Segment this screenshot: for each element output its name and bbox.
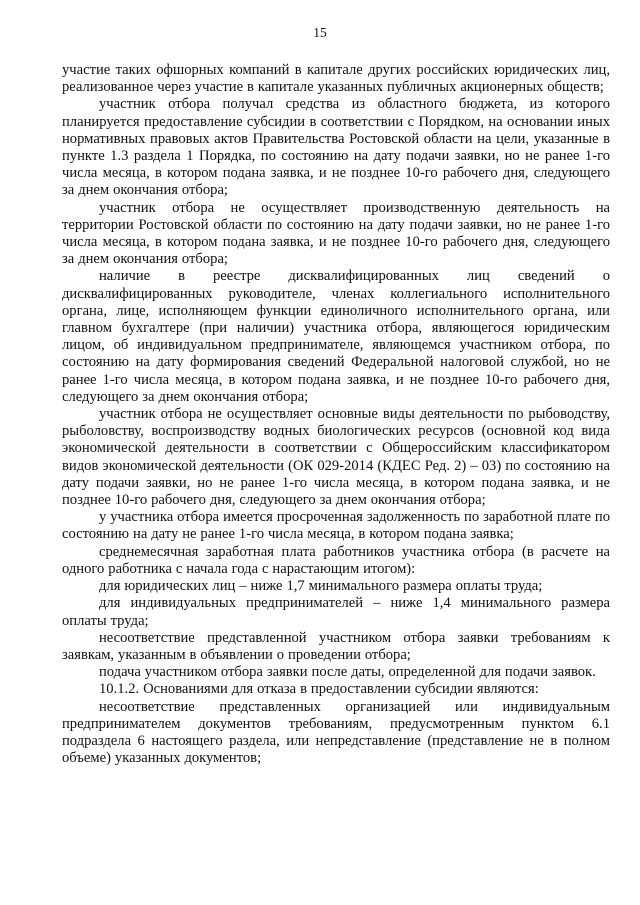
paragraph-offshore-participation: участие таких офшорных компаний в капитале других российских юридических лиц, реализованное через участие в капитале указанных публичных акционерных обществ; — [62, 62, 610, 96]
paragraph-refusal-grounds-heading: 10.1.2. Основаниями для отказа в предоставлении субсидии являются: — [99, 681, 539, 698]
paragraph-average-monthly-wage: среднемесячная заработная плата работников участника отбора (в расчете на одного работника с начала года с нарастающим итогом): — [62, 543, 610, 577]
paragraph-no-production-activity: участник отбора не осуществляет производственную деятельность на территории Ростовской области по состоянию на дату подачи заявки, но не ранее 1-го числа месяца, в котором подана заявка, и не позднее 10-го рабочего дня, следующего за днем окончания отбора; — [62, 199, 610, 268]
paragraph-late-submission: подача участником отбора заявки после даты, определенной для подачи заявок. — [99, 664, 596, 681]
paragraph-application-nonconformity: несоответствие представленной участником отбора заявки требованиям к заявкам, указанным в объявлении о проведении отбора; — [62, 629, 610, 663]
paragraph-legal-entities-wage: для юридических лиц – ниже 1,7 минимального размера оплаты труда; — [99, 578, 543, 595]
paragraph-regional-budget-funds: участник отбора получал средства из областного бюджета, из которого планируется предоставление субсидии в соответствии с Порядком, на основании иных нормативных правовых актов Правительства Ростовской области на цели, указанные в пункте 1.3 раздела 1 Порядка, по состоянию на дату подачи заявки, но не ранее 1-го числа месяца, в котором подана заявка, и не позднее 10-го рабочего дня, следующего за днем окончания отбора; — [62, 96, 610, 199]
paragraph-document-nonconformity: несоответствие представленных организацией или индивидуальным предпринимателем документов требованиям, предусмотренным пунктом 6.1 подраздела 6 настоящего раздела, или непредставление (представление не в полном объеме) указанных документов; — [62, 698, 610, 767]
paragraph-fishery-activity: участник отбора не осуществляет основные виды деятельности по рыбоводству, рыболовству, воспроизводству водных биологических ресурсов (основной код вида экономической деятельности в соответствии с Общероссийским классификатором видов экономической деятельности (ОК 029-2014 (КДЕС Ред. 2) – 03) по состоянию на дату подачи заявки, но не ранее 1-го числа месяца, в котором подана заявка, и не позднее 10-го рабочего дня, следующего за днем окончания отбора; — [62, 406, 610, 509]
paragraph-wage-arrears: у участника отбора имеется просроченная задолженность по заработной плате по состоянию на дату не ранее 1-го числа месяца, в котором подана заявка; — [62, 509, 610, 543]
paragraph-entrepreneurs-wage: для индивидуальных предпринимателей – ниже 1,4 минимального размера оплаты труда; — [62, 595, 610, 629]
paragraph-disqualified-persons-registry: наличие в реестре дисквалифицированных лиц сведений о дисквалифицированных руководителе, членах коллегиального исполнительного органа, лице, исполняющем функции единоличного исполнительного органа, или главном бухгалтере (при наличии) участника отбора, являющегося юридическим лицом, об индивидуальном предпринимателе, являющемся участником отбора, по состоянию на дату формирования сведений Федеральной налоговой службой, но не ранее 1-го числа месяца, в котором подана заявка, и не позднее 10-го рабочего дня, следующего за днем окончания отбора; — [62, 268, 610, 405]
page-number: 15 — [313, 25, 327, 40]
document-body — [62, 62, 610, 767]
